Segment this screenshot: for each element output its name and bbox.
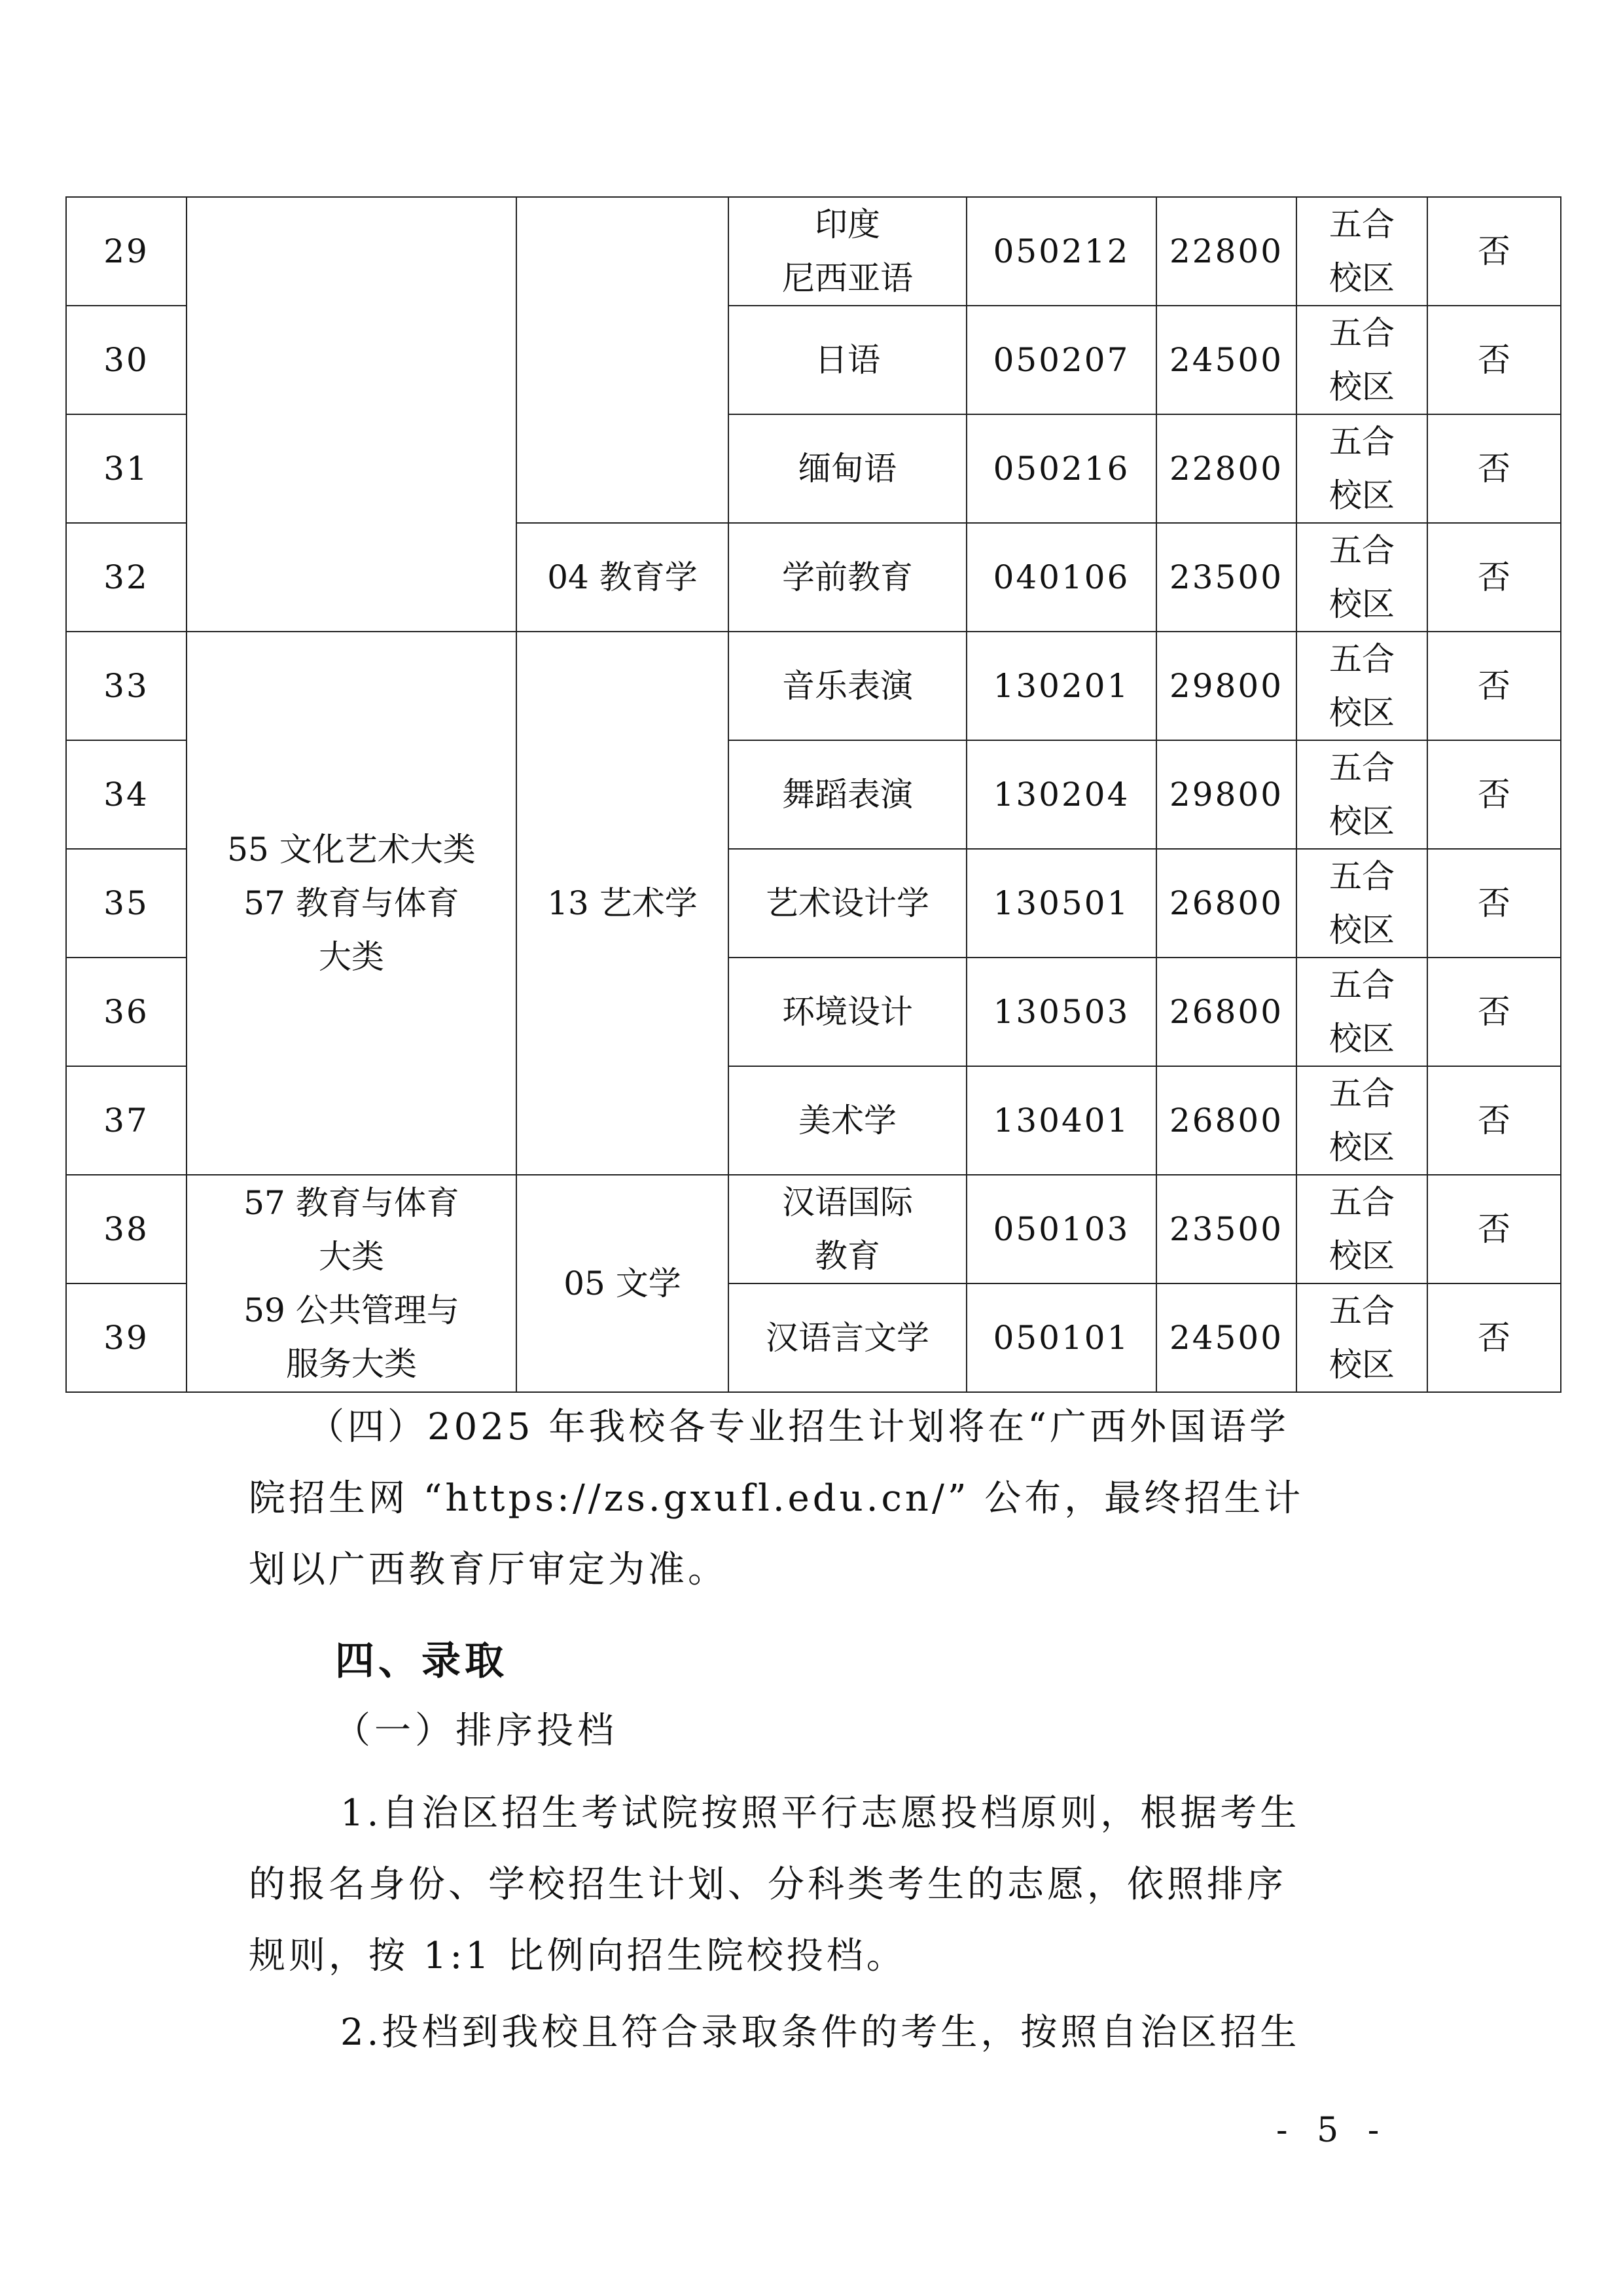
major-code: 130204 <box>967 740 1156 849</box>
paragraph-enrollment-plan-notice <box>249 1401 1381 1597</box>
text-line: 1.自治区招生考试院按照平行志愿投档原则，根据考生 <box>340 1792 1300 1835</box>
row-number: 34 <box>66 740 187 849</box>
tuition-fee: 29800 <box>1156 632 1296 740</box>
major-code: 130501 <box>967 849 1156 958</box>
vocational-group-cell <box>187 197 516 632</box>
table-row <box>66 632 1561 740</box>
text-line: 规则，按 1:1 比例向招生院校投档。 <box>249 1935 906 1977</box>
flag-value: 否 <box>1427 849 1561 958</box>
tuition-fee: 24500 <box>1156 1283 1296 1392</box>
discipline-cell: 05 文学 <box>516 1175 728 1392</box>
campus: 五合 校区 <box>1296 849 1427 958</box>
text-line: 的报名身份、学校招生计划、分科类考生的志愿，依照排序 <box>249 1863 1287 1906</box>
tuition-fee: 23500 <box>1156 523 1296 632</box>
table-row <box>66 1175 1561 1283</box>
major-code: 050101 <box>967 1283 1156 1392</box>
major-name: 环境设计 <box>728 958 967 1066</box>
major-code: 130201 <box>967 632 1156 740</box>
major-name: 印度 尼西亚语 <box>728 197 967 306</box>
tuition-fee: 26800 <box>1156 1066 1296 1175</box>
campus: 五合 校区 <box>1296 414 1427 523</box>
major-name: 舞蹈表演 <box>728 740 967 849</box>
tuition-fee: 22800 <box>1156 197 1296 306</box>
text-line: 院招生网 “https://zs.gxufl.edu.cn/” 公布，最终招生计 <box>249 1477 1304 1520</box>
major-code: 050212 <box>967 197 1156 306</box>
major-code: 040106 <box>967 523 1156 632</box>
subsection-heading-ranking: （一）排序投档 <box>334 1710 618 1752</box>
tuition-fee: 23500 <box>1156 1175 1296 1283</box>
major-code: 050207 <box>967 306 1156 414</box>
campus: 五合 校区 <box>1296 1283 1427 1392</box>
paragraph-item-2 <box>249 2006 1381 2060</box>
row-number: 37 <box>66 1066 187 1175</box>
flag-value: 否 <box>1427 740 1561 849</box>
enrollment-plan-table <box>65 196 1561 1393</box>
row-number: 30 <box>66 306 187 414</box>
major-code: 050103 <box>967 1175 1156 1283</box>
major-name: 日语 <box>728 306 967 414</box>
major-name: 汉语言文学 <box>728 1283 967 1392</box>
major-name: 学前教育 <box>728 523 967 632</box>
paragraph-item-1 <box>249 1787 1381 1983</box>
discipline-cell: 04 教育学 <box>516 523 728 632</box>
major-name: 音乐表演 <box>728 632 967 740</box>
major-code: 130401 <box>967 1066 1156 1175</box>
vocational-group-cell: 57 教育与体育 大类 59 公共管理与 服务大类 <box>187 1175 516 1392</box>
tuition-fee: 29800 <box>1156 740 1296 849</box>
major-name: 汉语国际 教育 <box>728 1175 967 1283</box>
discipline-cell <box>516 197 728 523</box>
row-number: 36 <box>66 958 187 1066</box>
row-number: 32 <box>66 523 187 632</box>
tuition-fee: 26800 <box>1156 958 1296 1066</box>
major-name: 美术学 <box>728 1066 967 1175</box>
tuition-fee: 26800 <box>1156 849 1296 958</box>
table-row <box>66 197 1561 306</box>
campus: 五合 校区 <box>1296 523 1427 632</box>
row-number: 35 <box>66 849 187 958</box>
vocational-group-cell: 55 文化艺术大类 57 教育与体育 大类 <box>187 632 516 1175</box>
flag-value: 否 <box>1427 306 1561 414</box>
page-number: - 5 - <box>1276 2111 1389 2150</box>
row-number: 38 <box>66 1175 187 1283</box>
text-line: 划以广西教育厅审定为准。 <box>249 1549 728 1591</box>
flag-value: 否 <box>1427 958 1561 1066</box>
text-line: 2.投档到我校且符合录取条件的考生，按照自治区招生 <box>340 2011 1300 2054</box>
discipline-cell: 13 艺术学 <box>516 632 728 1175</box>
flag-value: 否 <box>1427 197 1561 306</box>
section-heading-admission: 四、录取 <box>335 1638 508 1684</box>
campus: 五合 校区 <box>1296 740 1427 849</box>
row-number: 39 <box>66 1283 187 1392</box>
campus: 五合 校区 <box>1296 632 1427 740</box>
campus: 五合 校区 <box>1296 958 1427 1066</box>
text-line: （四）2025 年我校各专业招生计划将在“广西外国语学 <box>308 1406 1289 1448</box>
major-code: 130503 <box>967 958 1156 1066</box>
tuition-fee: 22800 <box>1156 414 1296 523</box>
flag-value: 否 <box>1427 1175 1561 1283</box>
row-number: 29 <box>66 197 187 306</box>
flag-value: 否 <box>1427 1283 1561 1392</box>
campus: 五合 校区 <box>1296 306 1427 414</box>
campus: 五合 校区 <box>1296 197 1427 306</box>
tuition-fee: 24500 <box>1156 306 1296 414</box>
row-number: 33 <box>66 632 187 740</box>
campus: 五合 校区 <box>1296 1175 1427 1283</box>
flag-value: 否 <box>1427 632 1561 740</box>
major-name: 缅甸语 <box>728 414 967 523</box>
flag-value: 否 <box>1427 414 1561 523</box>
flag-value: 否 <box>1427 523 1561 632</box>
flag-value: 否 <box>1427 1066 1561 1175</box>
row-number: 31 <box>66 414 187 523</box>
major-code: 050216 <box>967 414 1156 523</box>
campus: 五合 校区 <box>1296 1066 1427 1175</box>
major-name: 艺术设计学 <box>728 849 967 958</box>
